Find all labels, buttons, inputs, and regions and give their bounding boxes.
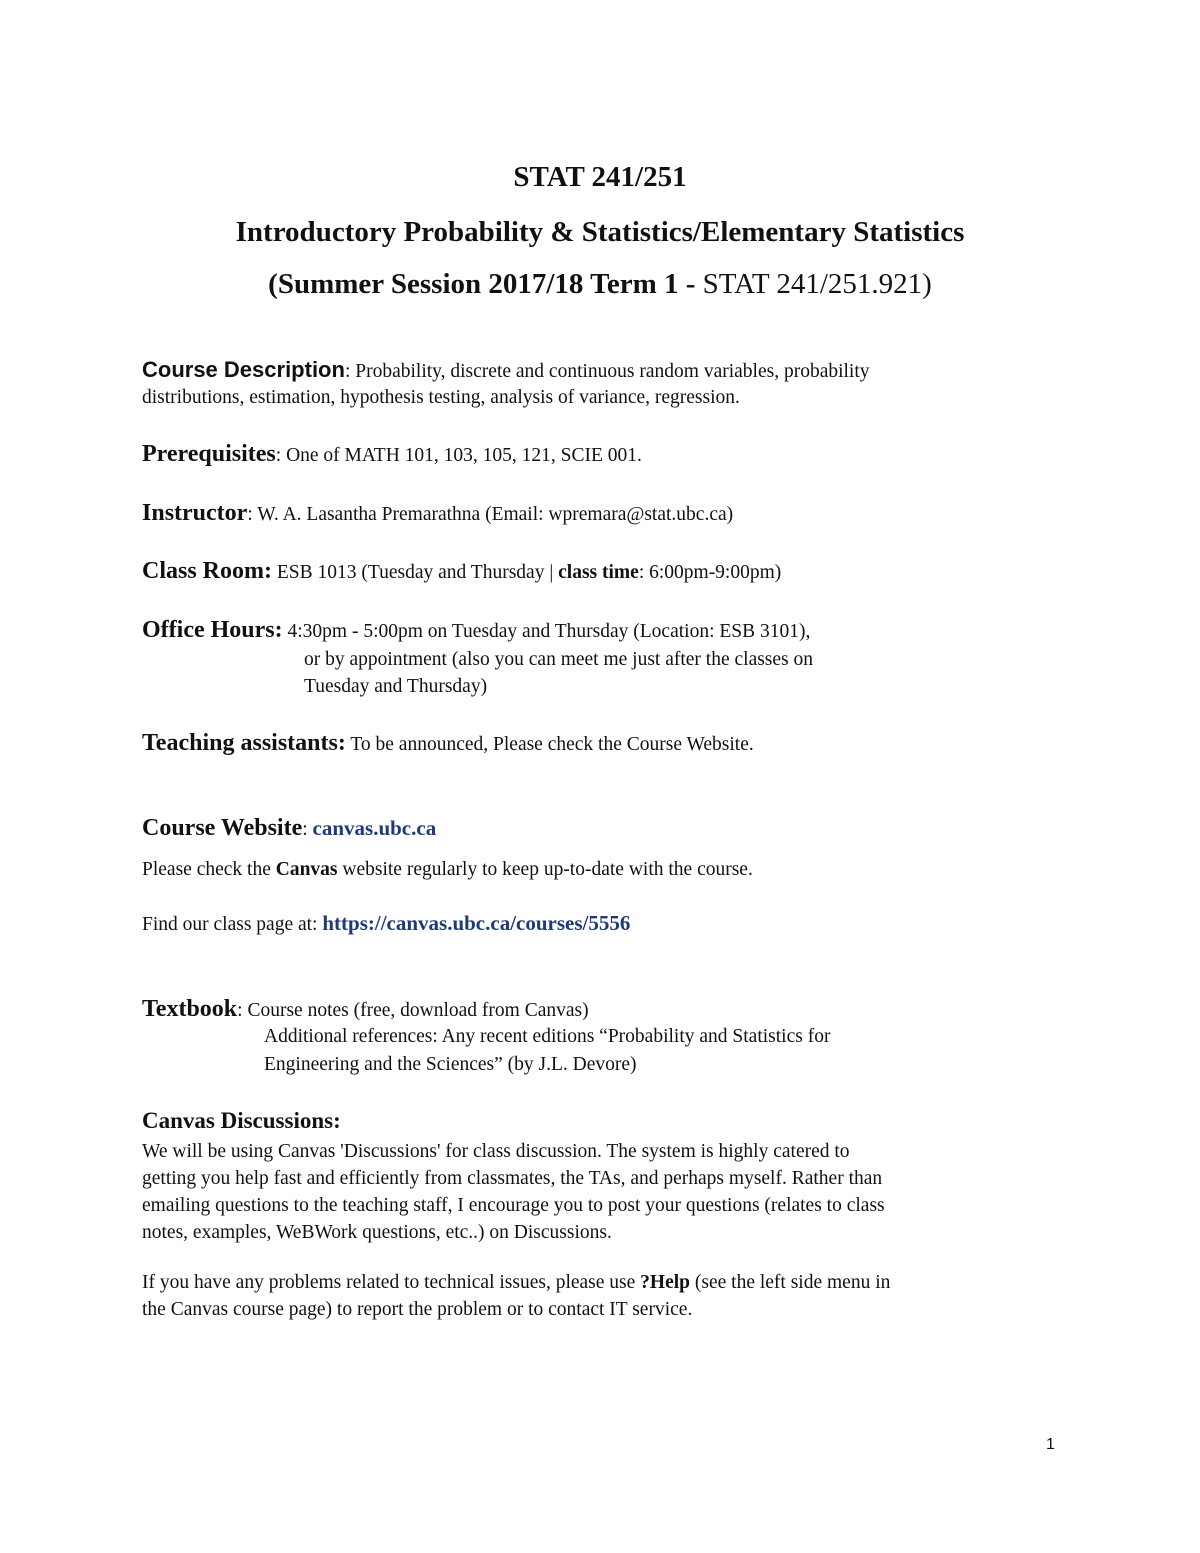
discussions-line4: notes, examples, WeBWork questions, etc..) on Discussions. <box>142 1222 612 1243</box>
textbook-section <box>142 996 1062 1024</box>
class-room-label: Class Room: <box>142 558 272 584</box>
class-page-link[interactable]: https://canvas.ubc.ca/courses/5556 <box>322 911 631 935</box>
textbook-line3: Engineering and the Sciences” (by J.L. Devore) <box>264 1054 637 1075</box>
canvas-check-line <box>142 857 1062 883</box>
class-page-line <box>142 910 1062 938</box>
course-website-sep: : <box>302 819 313 840</box>
course-code-title: STAT 241/251 <box>513 161 687 193</box>
teaching-assistants-section <box>142 730 1062 758</box>
help-line1 <box>142 1269 1062 1296</box>
session-title <box>0 270 1200 299</box>
discussions-line3: emailing questions to the teaching staff, I encourage you to post your questions (relates to class <box>142 1195 885 1216</box>
prerequisites-sep: : <box>275 445 287 466</box>
office-hours-label: Office Hours: <box>142 617 283 643</box>
textbook-line1: Course notes (free, download from Canvas) <box>247 1000 589 1021</box>
course-description-line1 <box>142 357 1062 385</box>
help-line2: the Canvas course page) to report the problem or to contact IT service. <box>142 1299 693 1320</box>
canvas-discussions-label: Canvas Discussions: <box>142 1108 341 1133</box>
prerequisites-label: Prerequisites <box>142 441 276 467</box>
course-description-section <box>142 357 1062 411</box>
instructor-text: W. A. Lasantha Premarathna (Email: wpremara@stat.ubc.ca) <box>257 504 734 525</box>
office-hours-line2: or by appointment (also you can meet me just after the classes on <box>304 649 814 670</box>
session-title-bold: (Summer Session 2017/18 Term 1 - <box>268 268 696 300</box>
course-description-text1: Probability, discrete and continuous random variables, probability <box>355 361 870 382</box>
course-description-sep: : <box>344 361 356 382</box>
office-hours-line3: Tuesday and Thursday) <box>304 676 488 697</box>
teaching-assistants-label: Teaching assistants: <box>142 730 346 756</box>
canvas-discussions-paragraph <box>142 1138 1062 1246</box>
instructor-section <box>142 500 1062 528</box>
course-name-title: Introductory Probability & Statistics/Elementary Statistics <box>235 216 965 248</box>
course-description-label: Course Description <box>142 357 345 382</box>
session-title-section: STAT 241/251.921) <box>695 268 932 300</box>
class-time-label: class time <box>558 562 639 583</box>
office-hours-section <box>142 617 1062 645</box>
textbook-label: Textbook <box>142 996 238 1022</box>
course-website-label: Course Website <box>142 815 303 841</box>
office-hours-line1: 4:30pm - 5:00pm on Tuesday and Thursday (Location: ESB 3101), <box>282 621 811 642</box>
instructor-sep: : <box>247 504 258 525</box>
prerequisites-section <box>142 441 1062 469</box>
page-number: 1 <box>1046 1436 1055 1453</box>
class-room-text: ESB 1013 (Tuesday and Thursday | <box>272 562 559 583</box>
technical-help-paragraph <box>142 1269 1062 1323</box>
help-before: If you have any problems related to technical issues, please use <box>142 1272 641 1293</box>
course-website-link[interactable]: canvas.ubc.ca <box>312 816 437 840</box>
discussions-line2: getting you help fast and efficiently from classmates, the TAs, and perhaps myself. Rather than <box>142 1168 883 1189</box>
teaching-assistants-text: To be announced, Please check the Course Website. <box>345 734 754 755</box>
class-time-text: : 6:00pm-9:00pm) <box>638 562 782 583</box>
canvas-check-before: Please check the <box>142 859 276 880</box>
class-page-text: Find our class page at: <box>142 914 323 935</box>
canvas-check-bold: Canvas <box>275 859 338 880</box>
textbook-line2: Additional references: Any recent editions “Probability and Statistics for <box>264 1026 831 1047</box>
textbook-sep: : <box>237 1000 248 1021</box>
canvas-discussions-heading <box>142 1108 1062 1136</box>
instructor-label: Instructor <box>142 500 248 526</box>
discussions-line1: We will be using Canvas 'Discussions' for class discussion. The system is highly catered to <box>142 1141 850 1162</box>
canvas-check-after: website regularly to keep up-to-date with the course. <box>337 859 753 880</box>
course-description-text2: distributions, estimation, hypothesis testing, analysis of variance, regression. <box>142 387 740 408</box>
course-website-section <box>142 815 1062 843</box>
prerequisites-text: One of MATH 101, 103, 105, 121, SCIE 001. <box>286 445 642 466</box>
help-link-text: ?Help <box>640 1272 691 1293</box>
class-room-section <box>142 558 1062 586</box>
help-after: (see the left side menu in <box>690 1272 891 1293</box>
